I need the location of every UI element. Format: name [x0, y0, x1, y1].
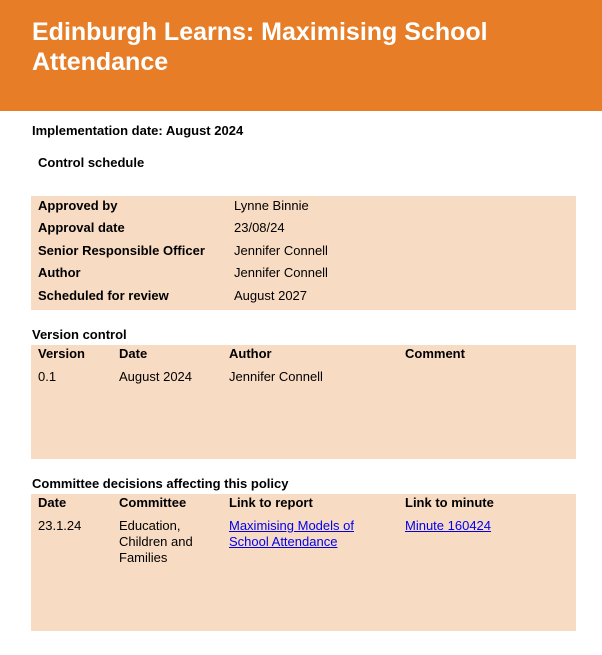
row-value: Jennifer Connell [234, 265, 328, 280]
committee-heading: Committee decisions affecting this policy [32, 476, 289, 491]
date-cell: 23.1.24 [38, 518, 82, 533]
committee-line: Children and [119, 534, 193, 549]
committee-table [31, 494, 576, 631]
author-cell: Jennifer Connell [229, 369, 323, 384]
column-header: Date [119, 346, 148, 361]
row-label: Scheduled for review [38, 288, 169, 303]
implementation-date: Implementation date: August 2024 [32, 123, 244, 138]
column-header: Version [38, 346, 85, 361]
row-value: August 2027 [234, 288, 308, 303]
column-header: Date [38, 495, 67, 510]
version-cell: 0.1 [38, 369, 57, 384]
report-link-line[interactable]: School Attendance [229, 534, 338, 549]
column-header: Link to report [229, 495, 313, 510]
committee-cell [119, 518, 193, 566]
report-link-line[interactable]: Maximising Models of [229, 518, 354, 533]
version-control-heading: Version control [32, 327, 127, 342]
column-header: Link to minute [405, 495, 494, 510]
report-link[interactable] [229, 518, 354, 550]
minute-link[interactable]: Minute 160424 [405, 518, 492, 533]
row-value: Lynne Binnie [234, 198, 309, 213]
column-header: Comment [405, 346, 465, 361]
control-schedule-table [31, 196, 576, 310]
date-cell: August 2024 [119, 369, 193, 384]
column-header: Author [229, 346, 272, 361]
row-label: Approved by [38, 198, 118, 213]
control-schedule-heading: Control schedule [38, 155, 145, 170]
committee-line: Education, [119, 518, 181, 533]
page-title: Edinburgh Learns: Maximising School Attendance [32, 18, 488, 76]
version-control-table [31, 345, 576, 459]
row-value: Jennifer Connell [234, 243, 328, 258]
row-value: 23/08/24 [234, 220, 285, 235]
row-label: Approval date [38, 220, 125, 235]
committee-line: Families [119, 550, 168, 565]
column-header: Committee [119, 495, 187, 510]
row-label: Senior Responsible Officer [38, 243, 205, 258]
row-label: Author [38, 265, 81, 280]
